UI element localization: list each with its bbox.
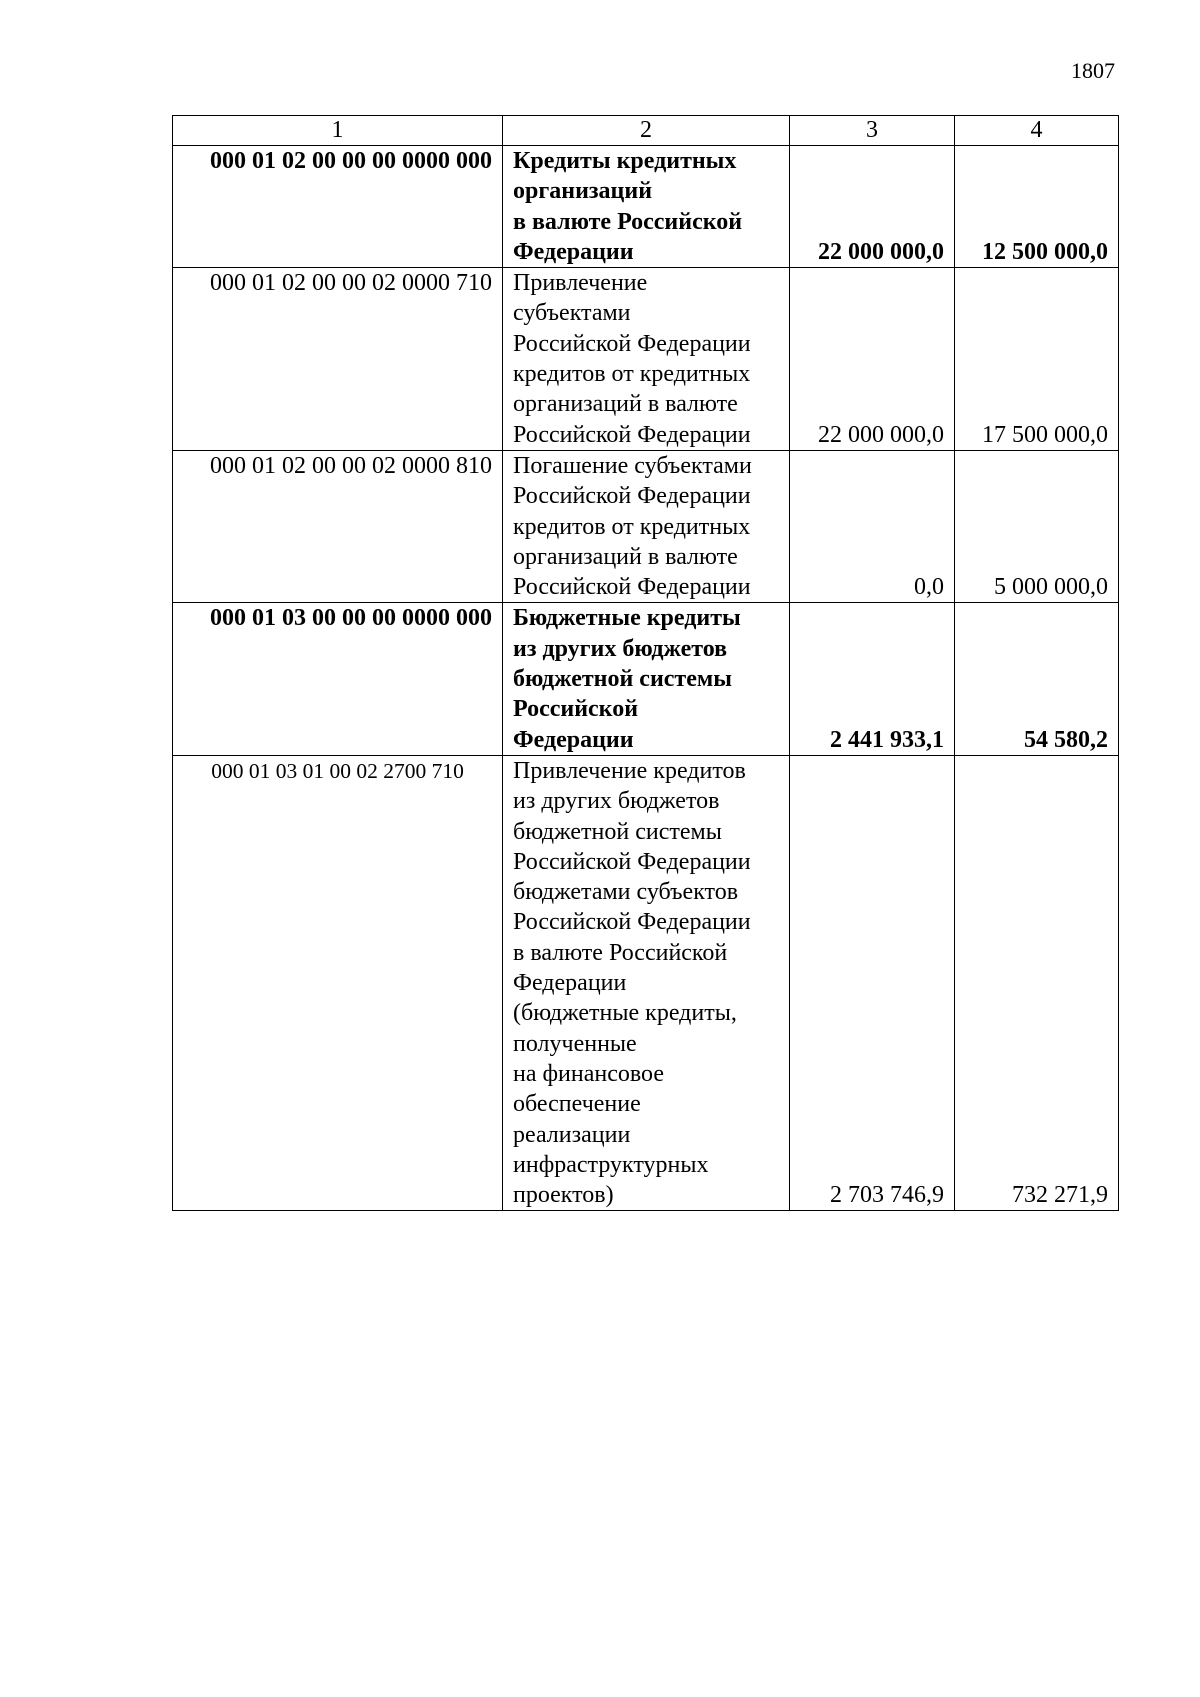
row-code: 000 01 02 00 00 00 0000 000: [173, 146, 503, 268]
table-header-row: [173, 116, 1119, 146]
column-header-1: 1: [173, 116, 503, 146]
table-row: [173, 450, 1119, 602]
row-code: 000 01 02 00 00 02 0000 810: [173, 450, 503, 602]
column-header-4: 4: [955, 116, 1119, 146]
row-code: 000 01 02 00 00 02 0000 710: [173, 268, 503, 451]
row-amount-col4: 732 271,9: [955, 755, 1119, 1210]
budget-sources-table: [172, 115, 1119, 1211]
table-row: [173, 268, 1119, 451]
page-number: 1807: [1071, 58, 1115, 83]
row-amount-col3: 22 000 000,0: [790, 268, 955, 451]
row-amount-col3: 0,0: [790, 450, 955, 602]
column-header-3: 3: [790, 116, 955, 146]
row-amount-col3: 22 000 000,0: [790, 146, 955, 268]
row-name: Привлечение субъектами Российской Федерации кредитов от кредитных организаций в валюте Российской Федерации: [503, 268, 790, 451]
row-code: 000 01 03 01 00 02 2700 710: [173, 755, 503, 1210]
row-amount-col3: 2 441 933,1: [790, 603, 955, 755]
table-row: [173, 755, 1119, 1210]
row-amount-col4: 54 580,2: [955, 603, 1119, 755]
table-row: [173, 603, 1119, 755]
row-name: Бюджетные кредиты из других бюджетов бюджетной системы Российской Федерации: [503, 603, 790, 755]
row-amount-col4: 12 500 000,0: [955, 146, 1119, 268]
row-amount-col4: 17 500 000,0: [955, 268, 1119, 451]
table-row: [173, 146, 1119, 268]
row-name: Кредиты кредитных организаций в валюте Российской Федерации: [503, 146, 790, 268]
row-amount-col4: 5 000 000,0: [955, 450, 1119, 602]
row-name: Привлечение кредитов из других бюджетов бюджетной системы Российской Федерации бюджетами субъектов Российской Федерации в валюте Российской Федерации (бюджетные кредиты, полученные на финансовое обеспечение реализации инфраструктурных проектов): [503, 755, 790, 1210]
row-name: Погашение субъектами Российской Федерации кредитов от кредитных организаций в валюте Российской Федерации: [503, 450, 790, 602]
column-header-2: 2: [503, 116, 790, 146]
row-code: 000 01 03 00 00 00 0000 000: [173, 603, 503, 755]
row-amount-col3: 2 703 746,9: [790, 755, 955, 1210]
